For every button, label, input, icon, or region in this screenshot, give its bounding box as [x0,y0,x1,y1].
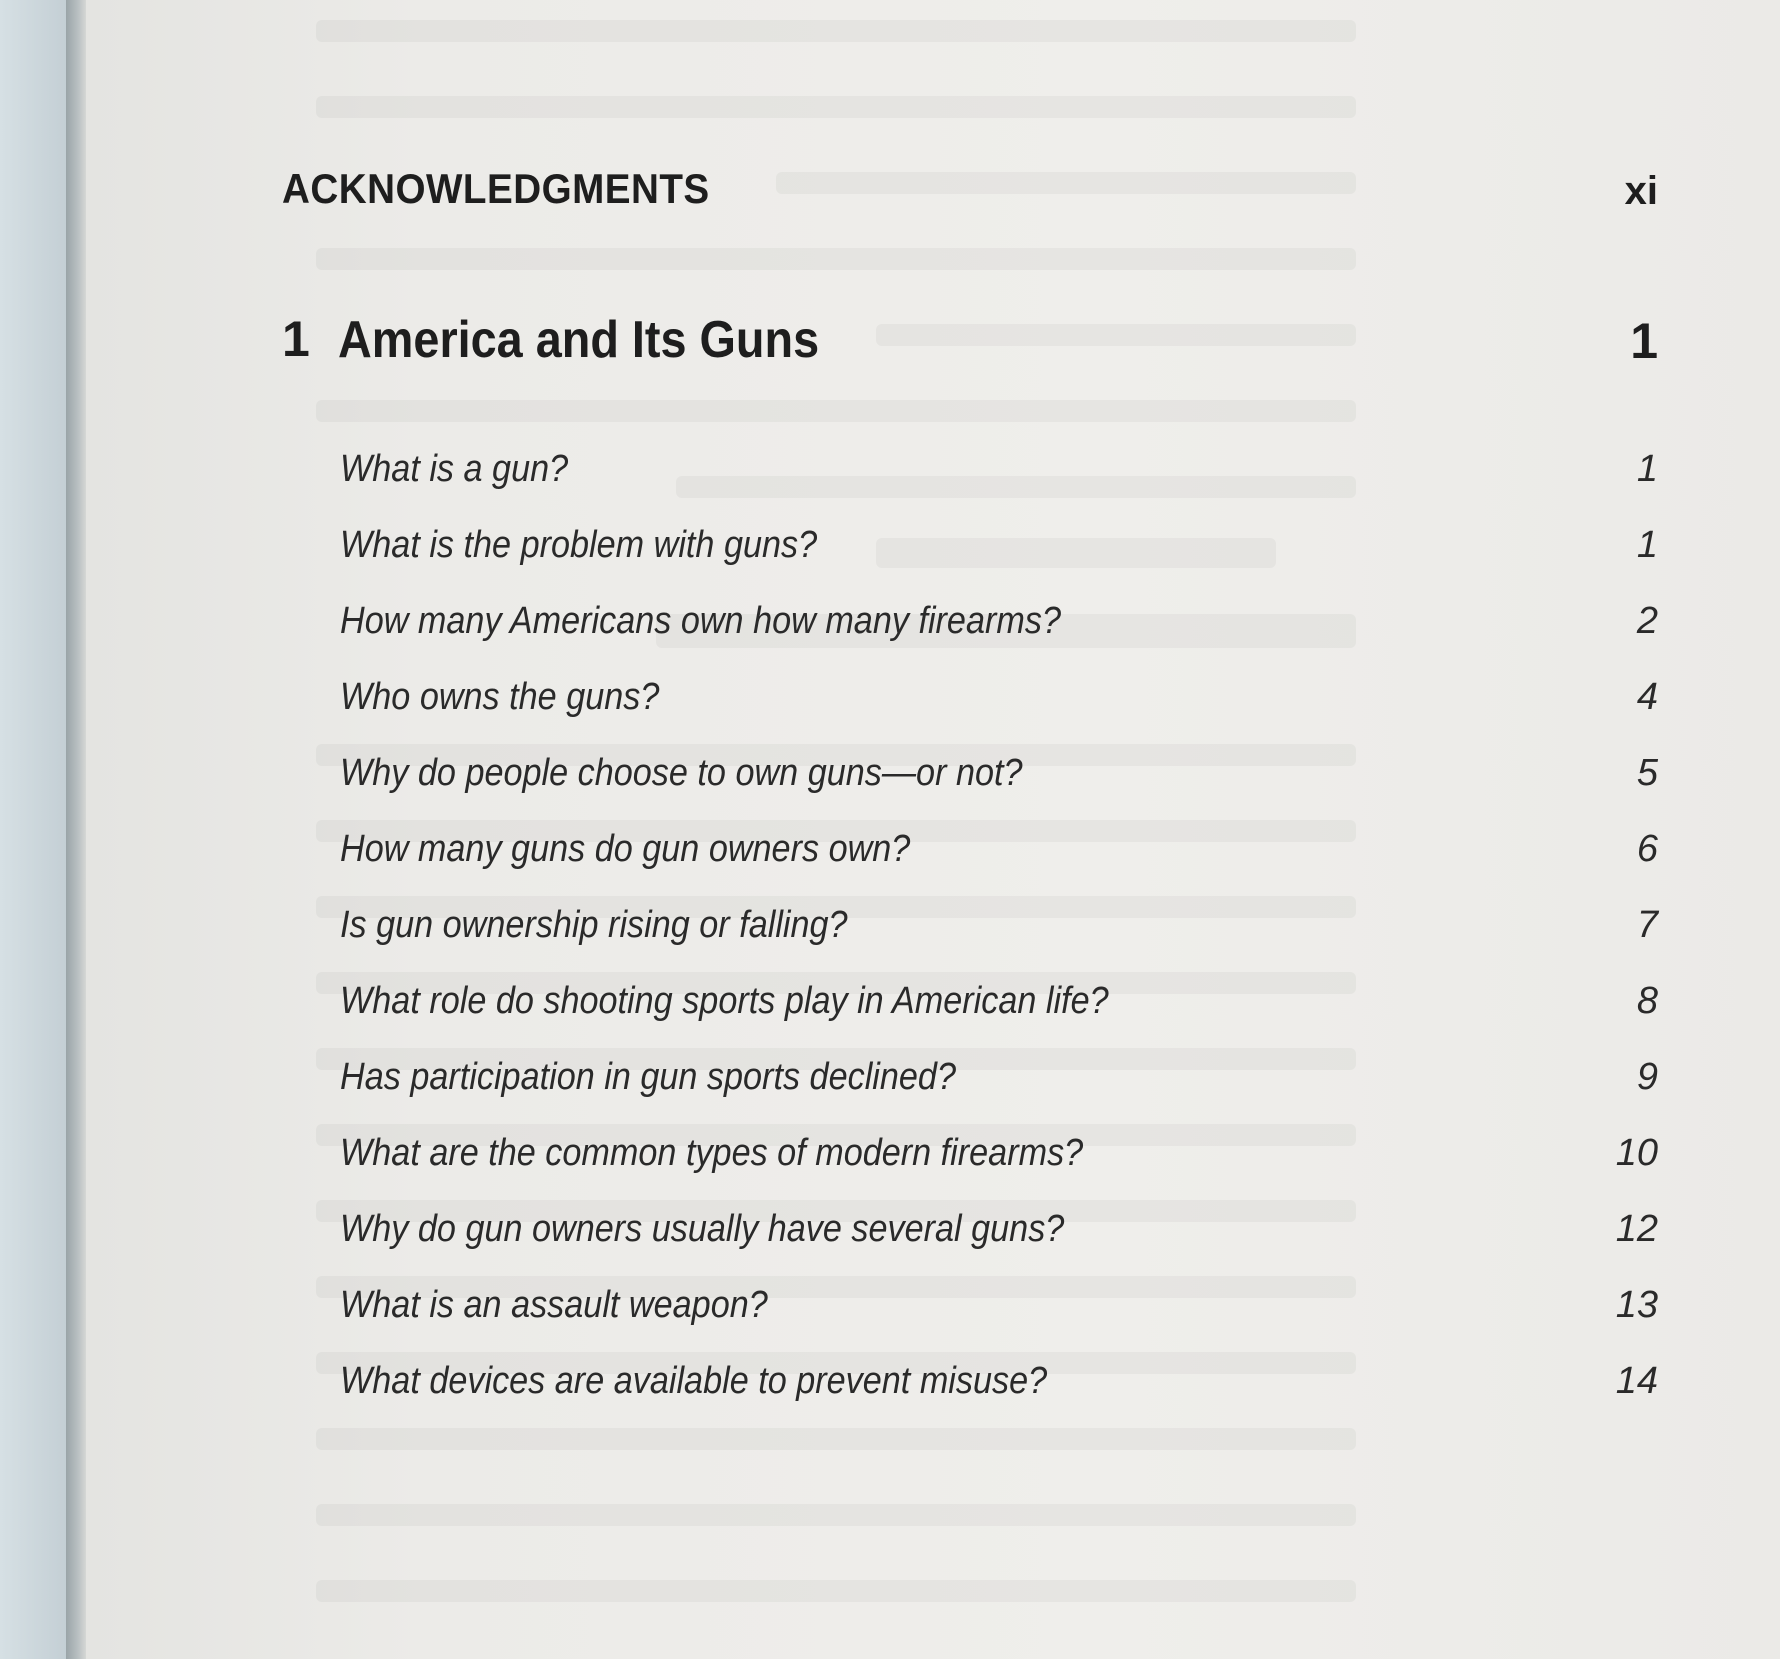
toc-entry-page: 7 [1636,904,1658,946]
toc-entry-page: 5 [1636,752,1658,794]
toc-entry-page: 1 [1636,524,1658,566]
front-matter-title: ACKNOWLEDGMENTS [282,165,710,212]
toc-entry-text: What is a gun? [340,448,569,490]
toc-entry-page: 14 [1615,1360,1658,1402]
toc-entry-page: 10 [1615,1132,1658,1174]
toc-entry-text: Who owns the guns? [340,676,660,718]
toc-entry-text: What is an assault weapon? [340,1284,768,1326]
chapter-page: 1 [1630,313,1658,369]
page-edge [66,0,86,1659]
chapter-number: 1 [282,311,310,367]
table-of-contents [86,0,1780,1659]
front-matter-page: xi [1624,169,1658,213]
chapter-title: America and Its Guns [338,311,820,369]
toc-entry-page: 13 [1615,1284,1658,1326]
toc-entry-page: 6 [1636,828,1658,870]
toc-entry-page: 9 [1636,1056,1658,1098]
toc-entry-page: 4 [1636,676,1658,718]
book-page [86,0,1780,1659]
toc-entry-text: Is gun ownership rising or falling? [340,904,848,946]
toc-entry-page: 12 [1615,1208,1658,1250]
toc-entry-text: How many guns do gun owners own? [340,828,911,870]
toc-entry-text: Why do people choose to own guns—or not? [340,752,1023,794]
toc-entry-page: 1 [1636,448,1658,490]
toc-entry-page: 8 [1636,980,1658,1022]
toc-entry-text: How many Americans own how many firearms? [340,600,1061,642]
toc-entry-text: What role do shooting sports play in American life? [340,980,1109,1022]
toc-entry-text: Has participation in gun sports declined? [340,1056,956,1098]
toc-entry-text: What is the problem with guns? [340,524,818,566]
toc-entry-text: Why do gun owners usually have several guns? [340,1208,1065,1250]
background-surface [0,0,70,1659]
toc-entry-text: What are the common types of modern firearms? [340,1132,1084,1174]
toc-entry-text: What devices are available to prevent misuse? [340,1360,1048,1402]
toc-entry-page: 2 [1636,600,1658,642]
